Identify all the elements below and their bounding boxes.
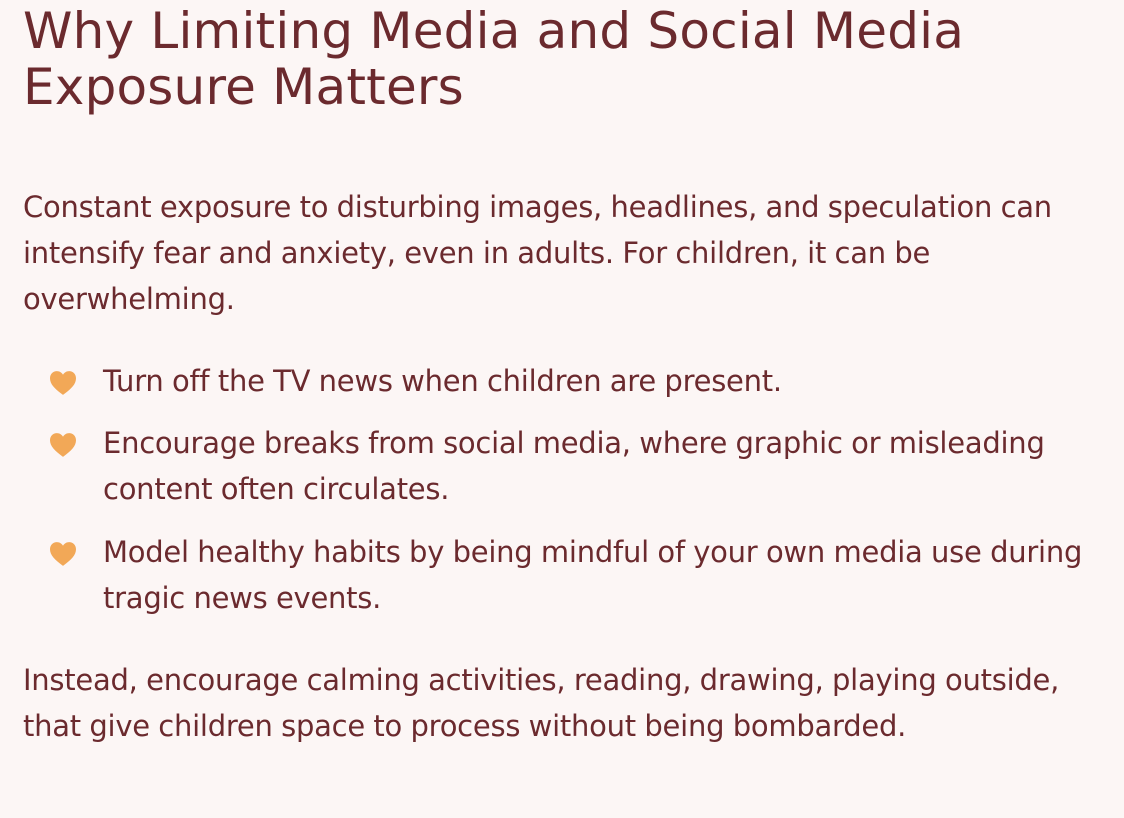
heart-icon (48, 370, 78, 396)
intro-paragraph: Constant exposure to disturbing images, headlines, and speculation can intensify fear and anxiety, even in adults. For children, it can be overwhelming. (23, 190, 1052, 316)
page-title: Why Limiting Media and Social Media Exposure Matters (23, 2, 965, 116)
list-item-text: Encourage breaks from social media, where graphic or misleading content often circulates. (103, 426, 1045, 506)
heart-icon (48, 541, 78, 567)
outro-paragraph: Instead, encourage calming activities, reading, drawing, playing outside, that give children space to process without being bombarded. (23, 663, 1060, 743)
heart-icon (48, 432, 78, 458)
list-item-text: Turn off the TV news when children are present. (103, 364, 782, 398)
list-item-text: Model healthy habits by being mindful of your own media use during tragic news events. (103, 535, 1083, 615)
